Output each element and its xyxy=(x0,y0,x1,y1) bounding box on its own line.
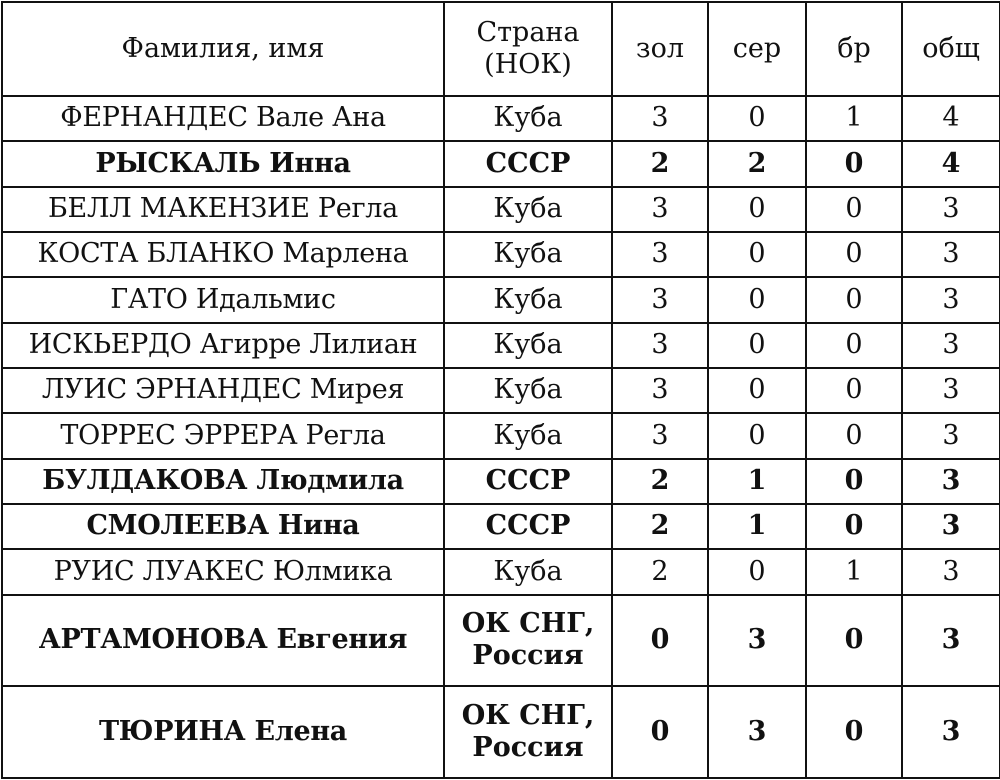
cell-name: БЕЛЛ МАКЕНЗИЕ Регла xyxy=(2,187,444,232)
header-country-line1: Страна xyxy=(476,16,580,48)
cell-silver: 0 xyxy=(708,323,806,368)
header-row xyxy=(2,2,1000,96)
cell-silver: 0 xyxy=(708,96,806,141)
cell-name: ТЮРИНА Елена xyxy=(2,686,444,778)
cell-silver: 0 xyxy=(708,232,806,277)
table-body xyxy=(2,96,1000,778)
cell-total: 3 xyxy=(902,187,1000,232)
cell-country-line1: СССР xyxy=(485,465,571,497)
cell-name: ГАТО Идальмис xyxy=(2,277,444,322)
cell-country-line1: Куба xyxy=(493,102,563,134)
cell-country xyxy=(444,277,612,322)
cell-total: 3 xyxy=(902,504,1000,549)
table-row xyxy=(2,368,1000,413)
cell-total: 3 xyxy=(902,459,1000,504)
cell-country-line1: СССР xyxy=(485,510,571,542)
cell-country xyxy=(444,141,612,186)
cell-name: ФЕРНАНДЕС Вале Ана xyxy=(2,96,444,141)
cell-gold: 0 xyxy=(612,686,708,778)
cell-gold: 3 xyxy=(612,323,708,368)
cell-country xyxy=(444,549,612,594)
header-silver: сер xyxy=(708,2,806,96)
cell-gold: 2 xyxy=(612,459,708,504)
cell-country xyxy=(444,504,612,549)
cell-country-line1: ОК СНГ, xyxy=(461,608,595,640)
medal-table xyxy=(1,1,1000,779)
cell-bronze: 0 xyxy=(806,277,902,322)
header-gold: зол xyxy=(612,2,708,96)
cell-gold: 0 xyxy=(612,595,708,687)
cell-country-line1: Куба xyxy=(493,419,563,451)
cell-total: 3 xyxy=(902,595,1000,687)
cell-country xyxy=(444,595,612,687)
cell-country-line1: Куба xyxy=(493,238,563,270)
cell-total: 4 xyxy=(902,96,1000,141)
cell-silver: 1 xyxy=(708,459,806,504)
cell-gold: 2 xyxy=(612,504,708,549)
cell-total: 3 xyxy=(902,686,1000,778)
cell-gold: 3 xyxy=(612,96,708,141)
cell-country-line1: Куба xyxy=(493,283,563,315)
cell-bronze: 0 xyxy=(806,595,902,687)
cell-silver: 0 xyxy=(708,413,806,458)
cell-bronze: 1 xyxy=(806,549,902,594)
cell-name: БУЛДАКОВА Людмила xyxy=(2,459,444,504)
cell-bronze: 0 xyxy=(806,232,902,277)
cell-silver: 0 xyxy=(708,549,806,594)
cell-name: АРТАМОНОВА Евгения xyxy=(2,595,444,687)
table-row xyxy=(2,96,1000,141)
cell-bronze: 0 xyxy=(806,323,902,368)
cell-name: ИСКЬЕРДО Агирре Лилиан xyxy=(2,323,444,368)
cell-country-line1: Куба xyxy=(493,193,563,225)
table-row xyxy=(2,686,1000,778)
table-row xyxy=(2,595,1000,687)
table-row xyxy=(2,549,1000,594)
header-country-line2: (НОК) xyxy=(484,49,572,80)
cell-silver: 0 xyxy=(708,368,806,413)
table-row xyxy=(2,323,1000,368)
cell-country xyxy=(444,323,612,368)
table-row xyxy=(2,141,1000,186)
cell-bronze: 0 xyxy=(806,459,902,504)
cell-total: 3 xyxy=(902,413,1000,458)
cell-gold: 3 xyxy=(612,413,708,458)
table-row xyxy=(2,277,1000,322)
cell-country-line1: Куба xyxy=(493,329,563,361)
cell-total: 3 xyxy=(902,549,1000,594)
cell-gold: 3 xyxy=(612,368,708,413)
cell-silver: 1 xyxy=(708,504,806,549)
cell-name: СМОЛЕЕВА Нина xyxy=(2,504,444,549)
header-name: Фамилия, имя xyxy=(2,2,444,96)
header-total: общ xyxy=(902,2,1000,96)
cell-bronze: 0 xyxy=(806,368,902,413)
cell-country xyxy=(444,413,612,458)
cell-silver: 2 xyxy=(708,141,806,186)
cell-name: ТОРРЕС ЭРРЕРА Регла xyxy=(2,413,444,458)
cell-country-line2: Россия xyxy=(472,640,584,672)
cell-total: 3 xyxy=(902,323,1000,368)
cell-gold: 3 xyxy=(612,187,708,232)
cell-country-line2: Россия xyxy=(472,732,584,764)
cell-country xyxy=(444,686,612,778)
cell-country xyxy=(444,459,612,504)
table-row xyxy=(2,459,1000,504)
cell-gold: 2 xyxy=(612,141,708,186)
cell-country-line1: СССР xyxy=(485,147,571,179)
header-bronze: бр xyxy=(806,2,902,96)
cell-name: КОСТА БЛАНКО Марлена xyxy=(2,232,444,277)
cell-total: 3 xyxy=(902,232,1000,277)
cell-total: 3 xyxy=(902,368,1000,413)
cell-country-line1: ОК СНГ, xyxy=(461,699,595,731)
table-row xyxy=(2,232,1000,277)
cell-gold: 3 xyxy=(612,232,708,277)
cell-silver: 0 xyxy=(708,187,806,232)
cell-silver: 0 xyxy=(708,277,806,322)
cell-name: РУИС ЛУАКЕС Юлмика xyxy=(2,549,444,594)
cell-country-line1: Куба xyxy=(493,374,563,406)
cell-bronze: 0 xyxy=(806,413,902,458)
cell-country xyxy=(444,232,612,277)
table-row xyxy=(2,504,1000,549)
cell-total: 3 xyxy=(902,277,1000,322)
cell-silver: 3 xyxy=(708,686,806,778)
cell-country xyxy=(444,187,612,232)
table-row xyxy=(2,187,1000,232)
cell-bronze: 0 xyxy=(806,686,902,778)
cell-bronze: 0 xyxy=(806,504,902,549)
cell-total: 4 xyxy=(902,141,1000,186)
cell-name: РЫСКАЛЬ Инна xyxy=(2,141,444,186)
header-country xyxy=(444,2,612,96)
cell-country xyxy=(444,96,612,141)
cell-silver: 3 xyxy=(708,595,806,687)
cell-country-line1: Куба xyxy=(493,555,563,587)
cell-bronze: 1 xyxy=(806,96,902,141)
cell-country xyxy=(444,368,612,413)
cell-gold: 2 xyxy=(612,549,708,594)
cell-bronze: 0 xyxy=(806,141,902,186)
cell-name: ЛУИС ЭРНАНДЕС Мирея xyxy=(2,368,444,413)
cell-gold: 3 xyxy=(612,277,708,322)
cell-bronze: 0 xyxy=(806,187,902,232)
table-row xyxy=(2,413,1000,458)
